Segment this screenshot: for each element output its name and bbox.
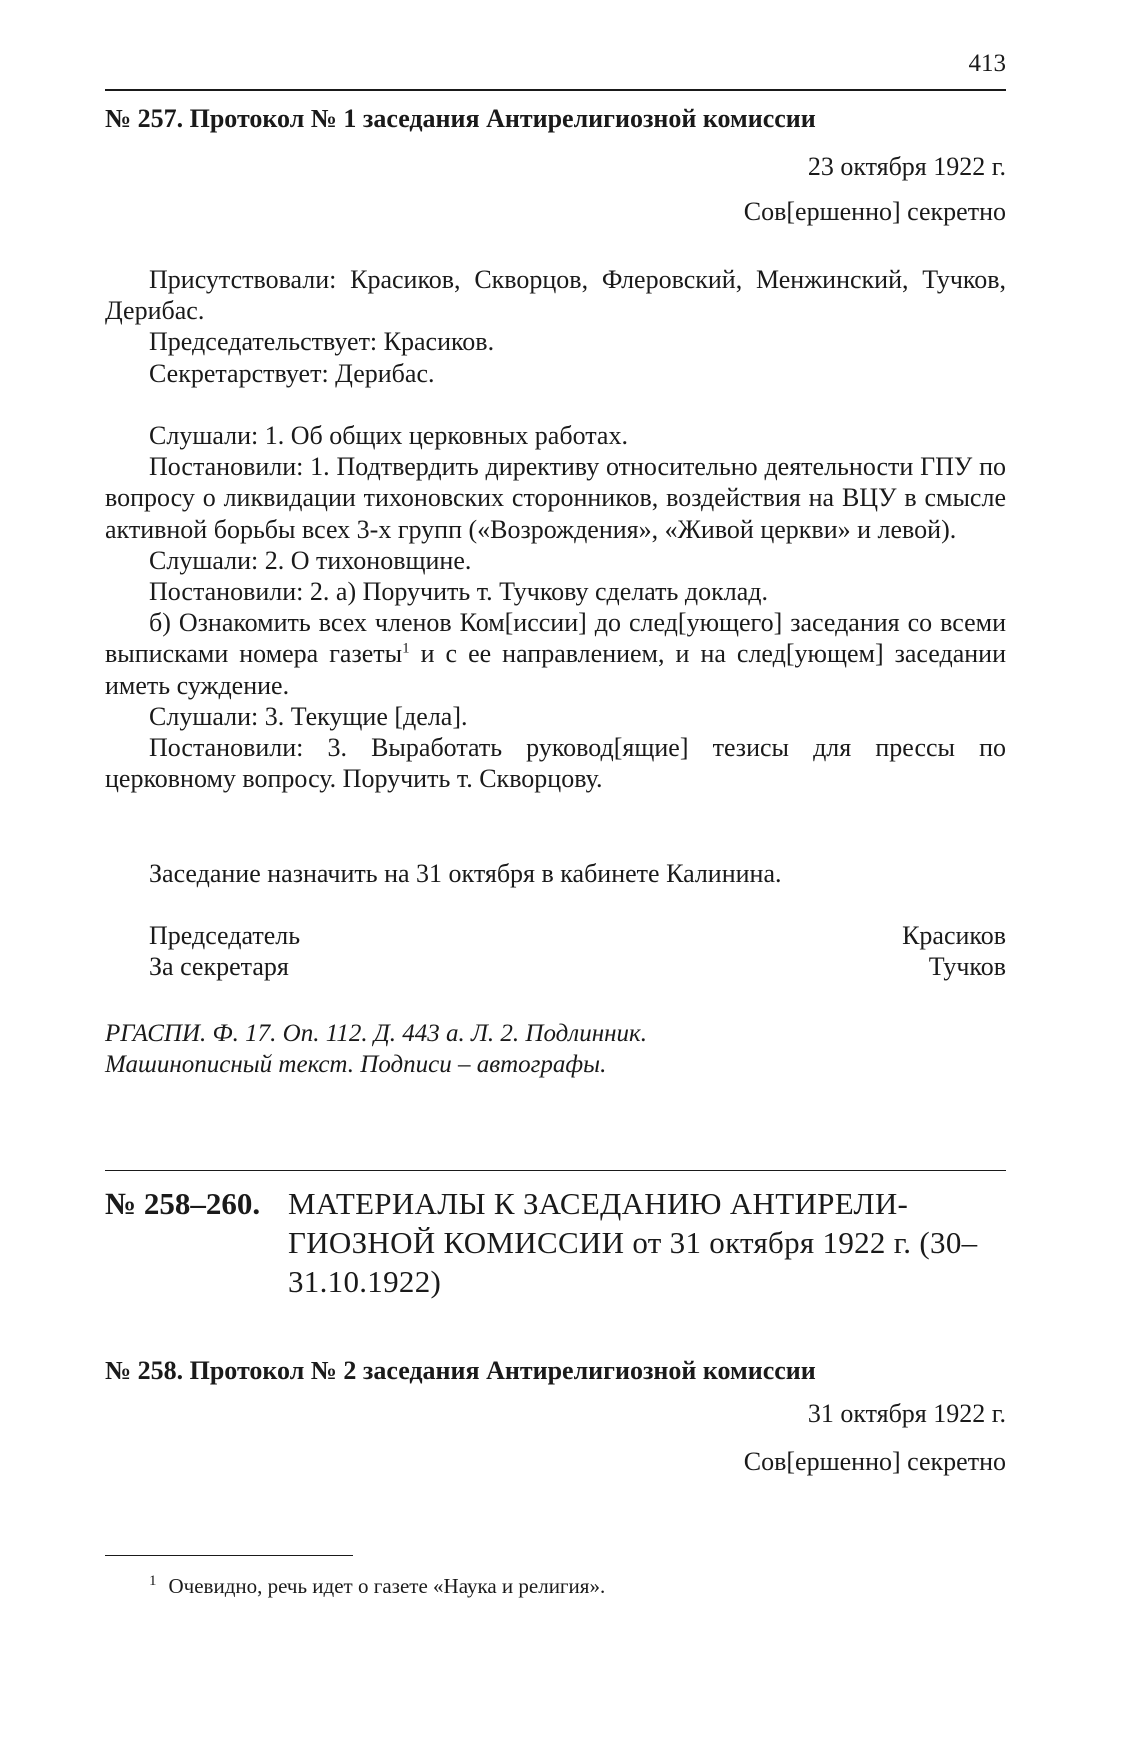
resolved-1: Постановили: 1. Подтвердить директиву относительно деятельности ГПУ по вопросу о ликвидации тихоновских сторонников, воздействия на ВЦУ в смысле активной борьбы всех 3-х групп («Возрождения», «Живой церкви» и левой). (105, 452, 1006, 544)
page-number: 413 (968, 50, 1006, 77)
doc-257-title: № 257. Протокол № 1 заседания Антирелигиозной комиссии (105, 104, 816, 133)
doc-257-header-block (105, 264, 1006, 389)
resolved-2b-part2: и с ее направлением, и на след[ующем] заседании иметь суждение. (105, 639, 1007, 700)
signature-role: Председатель (149, 921, 301, 950)
section-number: № 258–260. (105, 1186, 261, 1221)
secretary-line: Секретарствует: Дерибас. (149, 358, 435, 388)
doc-257-classification: Сов[ершенно] секретно (743, 197, 1006, 226)
resolved-3: Постановили: 3. Выработать руковод[ящие] тезисы для прессы по церковному вопросу. Поручить т. Скворцову. (105, 733, 1006, 794)
signature-row-chair (149, 921, 1006, 951)
source-line-2: Машинописный текст. Подписи – автографы. (105, 1051, 607, 1078)
heard-1: Слушали: 1. Об общих церковных работах. (149, 421, 628, 450)
section-heading (105, 1184, 1006, 1301)
heard-3: Слушали: 3. Текущие [дела]. (149, 701, 468, 731)
signature-row-secretary (149, 952, 1006, 982)
doc-257-date: 23 октября 1922 г. (807, 152, 1006, 181)
resolved-2b-part1: б) Ознакомить всех членов Ком[иссии] до след[ующего] заседания со всеми выписками номера газеты (105, 608, 1006, 669)
doc-258-classification: Сов[ершенно] секретно (743, 1447, 1006, 1476)
footnote-mark: 1 (149, 1573, 157, 1589)
signature-name: Тучков (928, 952, 1006, 981)
doc-257-body (105, 420, 1006, 794)
footnote-marker: 1 (402, 640, 410, 657)
footnote-text: Очевидно, речь идет о газете «Наука и религия». (168, 1574, 606, 1598)
resolved-2b (105, 607, 1006, 701)
meeting-block (105, 858, 1006, 889)
footnote-rule (105, 1555, 353, 1556)
doc-258-title: № 258. Протокол № 2 заседания Антирелигиозной комиссии (105, 1356, 816, 1385)
section-title: МАТЕРИАЛЫ К ЗАСЕДАНИЮ АНТИРЕЛИ-ГИОЗНОЙ КОМИССИИ от 31 октября 1922 г. (30–31.10.1922) (288, 1186, 978, 1299)
header-rule (105, 89, 1006, 91)
doc-258-date: 31 октября 1922 г. (807, 1399, 1006, 1428)
chair-line: Председательствует: Красиков. (149, 327, 495, 357)
signature-role: За секретаря (149, 952, 289, 981)
resolved-2a: Постановили: 2. а) Поручить т. Тучкову сделать доклад. (149, 577, 768, 607)
section-rule (105, 1170, 1006, 1171)
meeting-line: Заседание назначить на 31 октября в кабинете Калинина. (149, 859, 782, 888)
heard-2: Слушали: 2. О тихоновщине. (149, 545, 472, 575)
footnote (149, 1574, 605, 1599)
source-line-1: РГАСПИ. Ф. 17. Оп. 112. Д. 443 а. Л. 2. Подлинник. (105, 1020, 647, 1047)
archive-source (105, 1018, 647, 1080)
signature-name: Красиков (902, 921, 1006, 950)
attendance-paragraph: Присутствовали: Красиков, Скворцов, Флеровский, Менжинский, Тучков, Дерибас. (105, 265, 1006, 326)
